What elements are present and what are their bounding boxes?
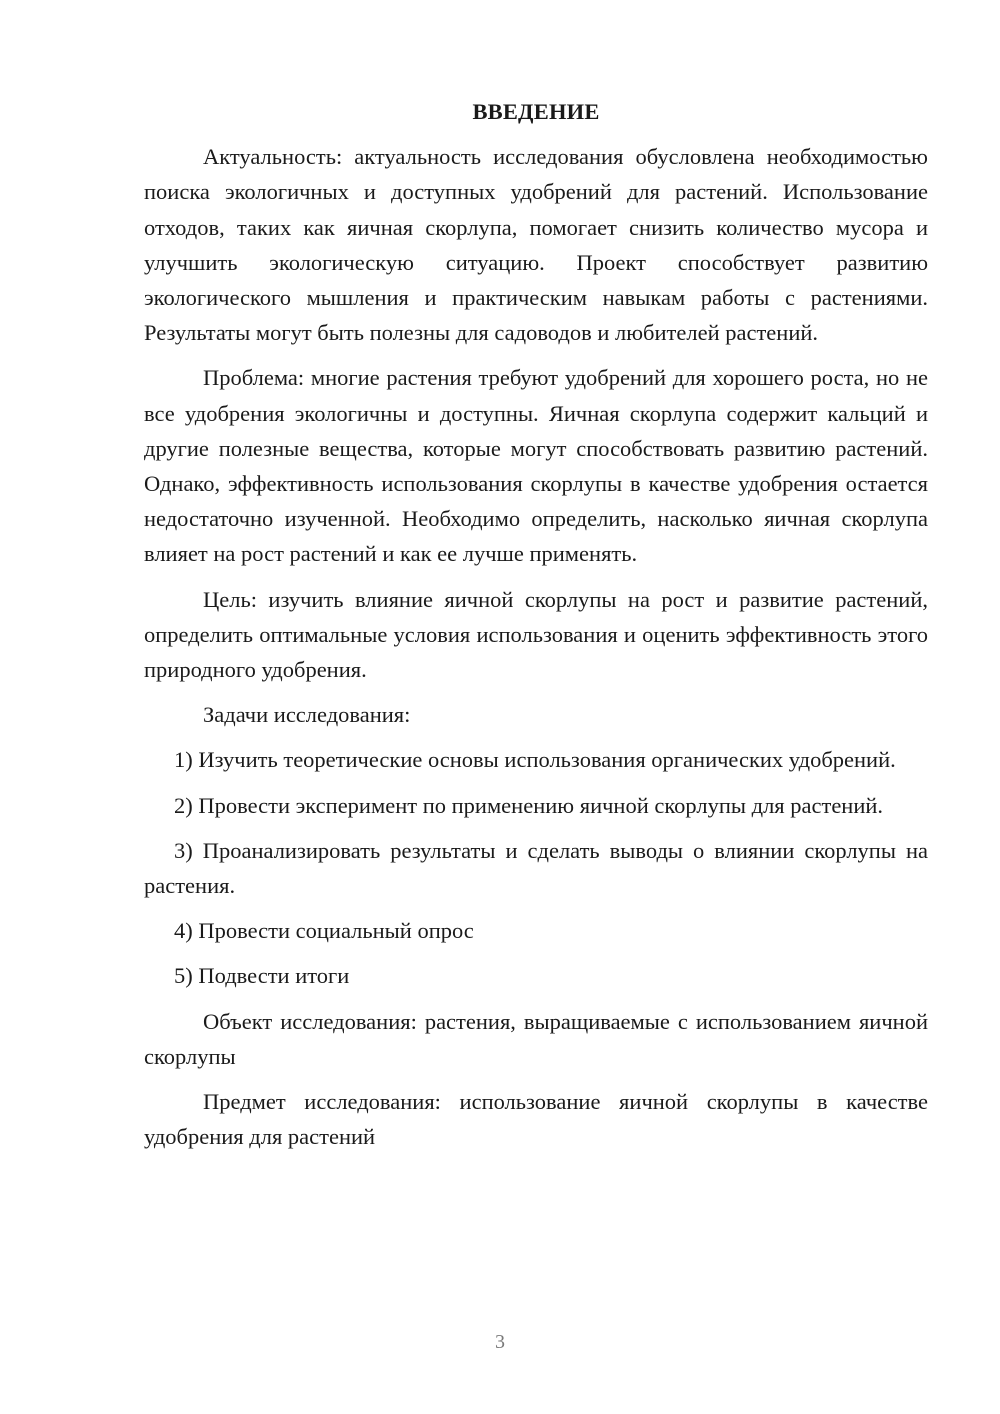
- tasks-heading: Задачи исследования:: [203, 702, 411, 728]
- problem-paragraph: Проблема: многие растения требуют удобрений для хорошего роста, но не все удобрения экологичны и доступны. Яичная скорлупа содержит кальций и другие полезные вещества, которые могут способствовать развитию растений. Однако, эффективность использования скорлупы в качестве удобрения остается недостаточно изученной. Необходимо определить, насколько яичная скорлупа влияет на рост растений и как ее лучше применять.: [144, 365, 928, 567]
- research-subject-paragraph: Предмет исследования: использование яичной скорлупы в качестве удобрения для растений: [144, 1089, 928, 1150]
- research-object-paragraph: Объект исследования: растения, выращиваемые с использованием яичной скорлупы: [144, 1008, 928, 1069]
- task-item: 3) Проанализировать результаты и сделать выводы о влиянии скорлупы на растения.: [144, 837, 928, 899]
- task-item: 1) Изучить теоретические основы использования органических удобрений.: [174, 747, 896, 773]
- page-number: 3: [495, 1331, 505, 1353]
- relevance-paragraph: Актуальность: актуальность исследования обусловлена необходимостью поиска экологичных и доступных удобрений для растений. Использование отходов, таких как яичная скорлупа, помогает снизить количество мусора и улучшить экологическую ситуацию. Проект способствует развитию экологического мышления и практическим навыкам работы с растениями. Результаты могут быть полезны для садоводов и любителей растений.: [144, 144, 928, 346]
- tasks-list: [144, 742, 928, 993]
- goal-paragraph: Цель: изучить влияние яичной скорлупы на рост и развитие растений, определить оптимальные условия использования и оценить эффективность этого природного удобрения.: [144, 586, 928, 683]
- page-content: [144, 94, 928, 1164]
- task-item: 4) Провести социальный опрос: [174, 918, 474, 944]
- task-item: 5) Подвести итоги: [174, 963, 350, 989]
- task-item: 2) Провести эксперимент по применению яичной скорлупы для растений.: [174, 792, 884, 818]
- section-title: ВВЕДЕНИЕ: [472, 99, 600, 124]
